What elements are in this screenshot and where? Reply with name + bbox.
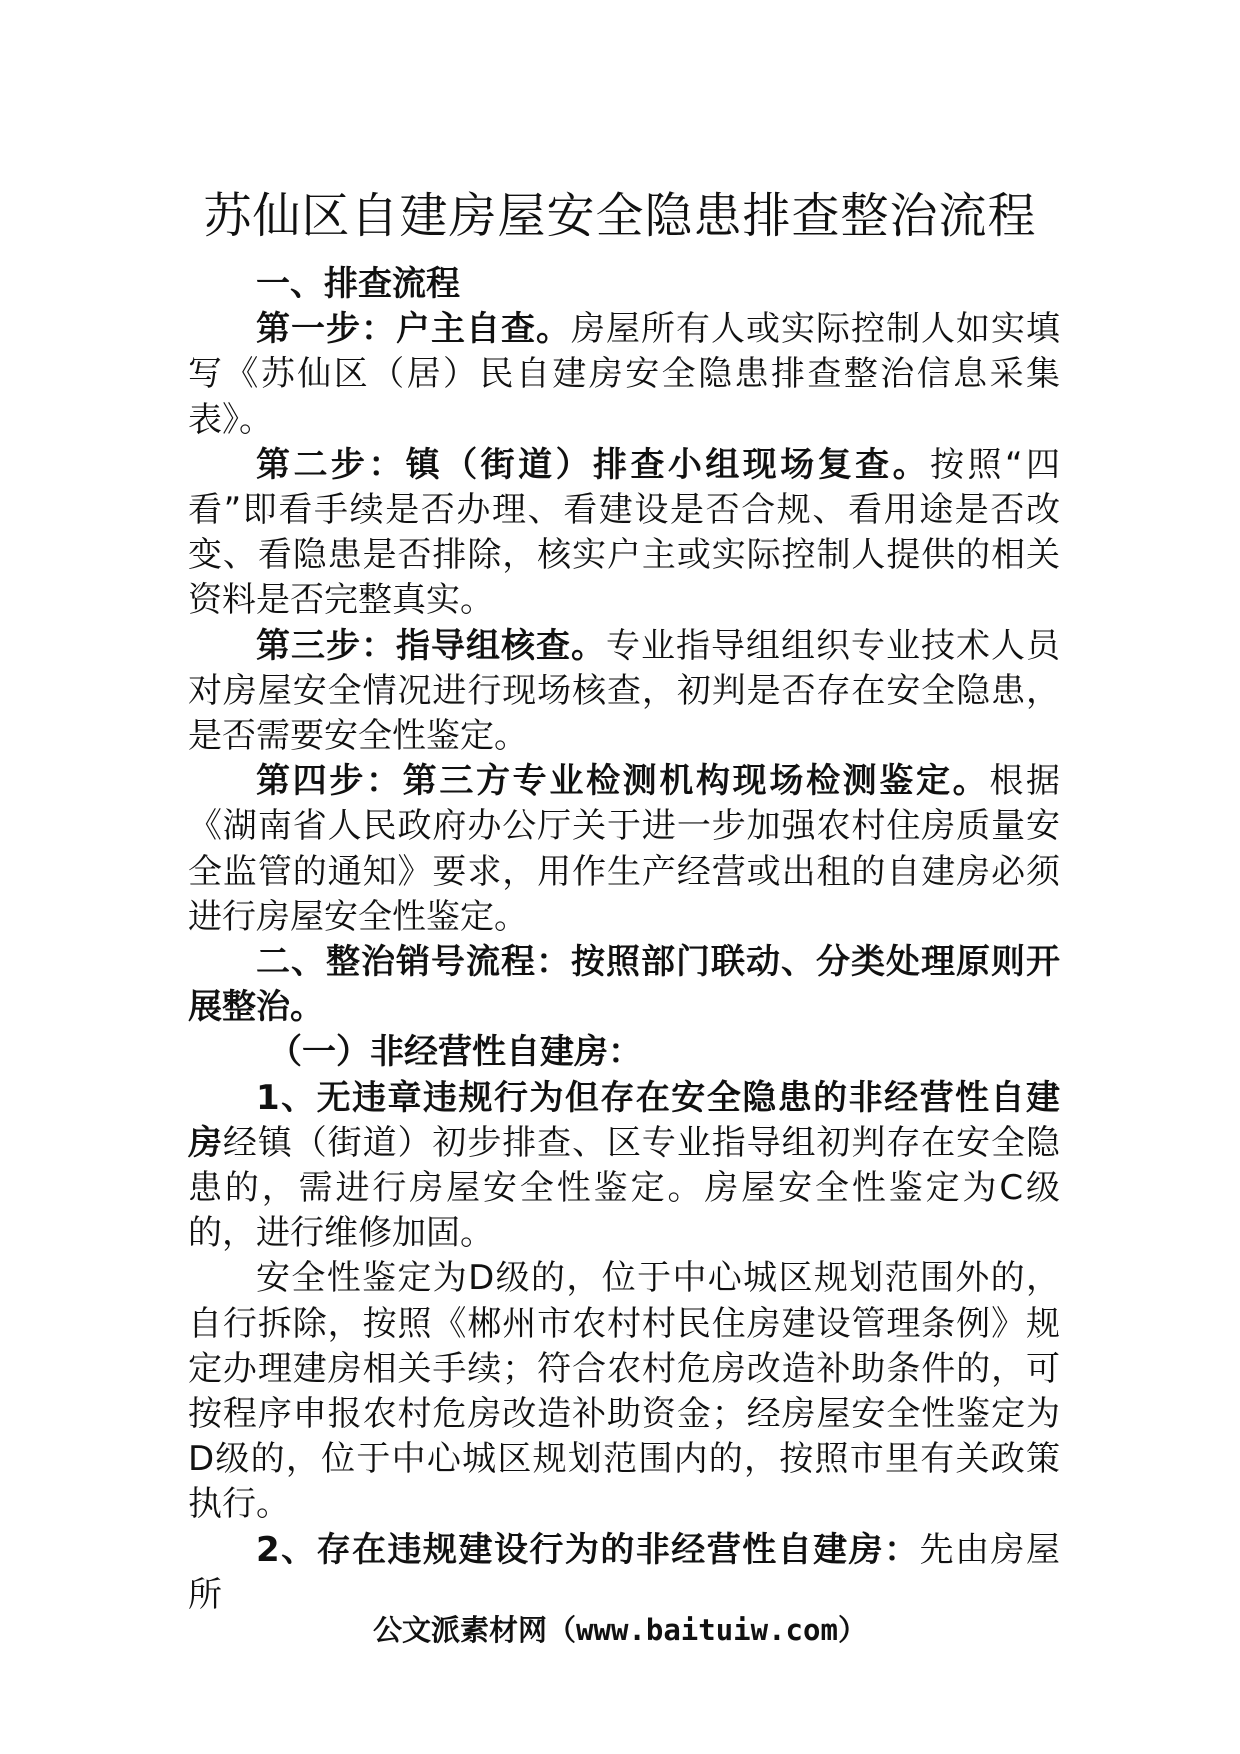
step-1-text: 房屋所有人或实际控制人如实填写《苏仙区（居）民自建房安全隐患排查整治信息采集表》。: [188, 309, 1060, 440]
step-2-paragraph: [188, 443, 1060, 624]
step-3-label: 第三步：指导组核查。: [256, 625, 606, 666]
item-2-label: 2、存在违规建设行为的非经营性自建房：: [256, 1529, 920, 1570]
item-2-text: 先由房屋所: [188, 1529, 1061, 1615]
step-4-paragraph: [188, 759, 1060, 940]
page-footer: [0, 1610, 1240, 1650]
document-title: 苏仙区自建房屋安全隐患排查整治流程: [203, 188, 1037, 244]
step-1-label: 第一步：户主自查。: [256, 309, 571, 350]
footer-site-name: 公文派素材网: [373, 1613, 548, 1647]
section-heading-2: 二、整治销号流程：按照部门联动、分类处理原则开展整治。: [188, 942, 1060, 1028]
step-4-label: 第四步：第三方专业检测机构现场检测鉴定。: [256, 761, 990, 802]
item-1-label: 1、无违章违规行为但存在安全隐患的非经营性自建房: [188, 1077, 1060, 1163]
step-3-paragraph: [188, 624, 1060, 760]
section-heading-1: 一、排查流程: [256, 264, 460, 304]
step-2-text: 按照“四看”即看手续是否办理、看建设是否合规、看用途是否改变、看隐患是否排除，核实户主或实际控制人提供的相关资料是否完整真实。: [188, 444, 1061, 621]
item-1-paragraph: [188, 1076, 1060, 1257]
item-2-paragraph: [188, 1528, 1060, 1618]
item-1-text: 经镇（街道）初步排查、区专业指导组初判存在安全隐患的，需进行房屋安全性鉴定。房屋安全性鉴定为C级的，进行维修加固。: [188, 1122, 1061, 1254]
step-3-text: 专业指导组组织专业技术人员对房屋安全情况进行现场核查，初判是否存在安全隐患，是否需要安全性鉴定。: [188, 625, 1060, 757]
document-body: [188, 262, 1060, 1618]
subsection-heading-1: （一）非经营性自建房：: [268, 1032, 642, 1073]
step-1-paragraph: [188, 307, 1060, 443]
step-2-label: 第二步：镇（街道）排查小组现场复查。: [256, 444, 931, 485]
item-1-continuation: 安全性鉴定为D级的，位于中心城区规划范围外的，自行拆除，按照《郴州市农村村民住房建设管理条例》规定办理建房相关手续；符合农村危房改造补助条件的，可按程序申报农村危房改造补助资金；经房屋安全性鉴定为D级的，位于中心城区规划范围内的，按照市里有关政策执行。: [188, 1258, 1060, 1525]
step-4-text: 根据《湖南省人民政府办公厅关于进一步加强农村住房质量安全监管的通知》要求，用作生产经营或出租的自建房必须进行房屋安全性鉴定。: [188, 761, 1061, 937]
footer-url: （www.baituiw.com）: [547, 1613, 867, 1647]
